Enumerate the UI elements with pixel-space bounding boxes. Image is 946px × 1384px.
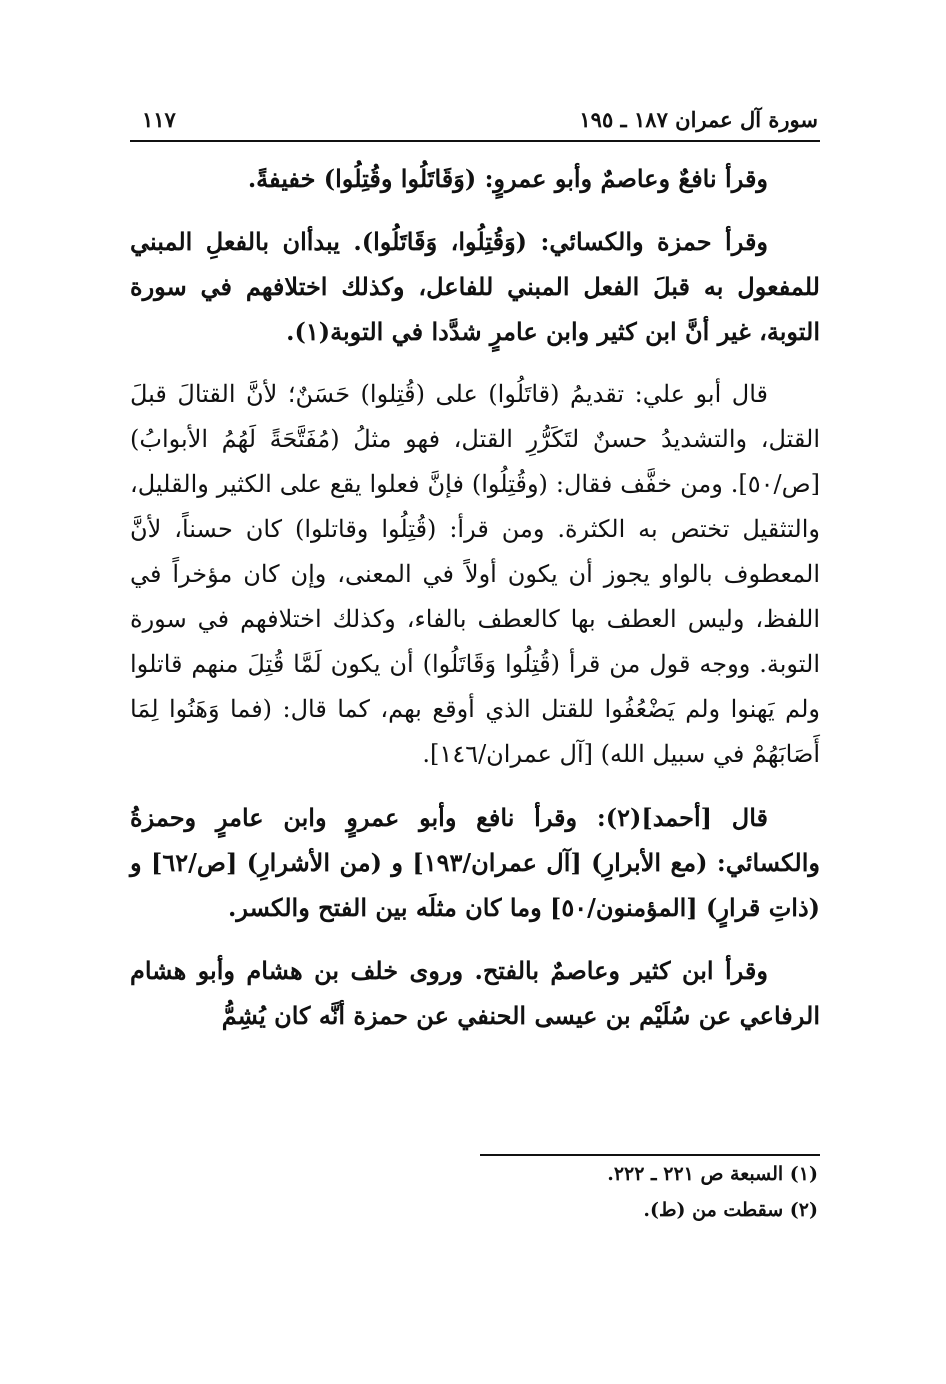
paragraph: وقرأ حمزة والكسائي: (وَقُتِلُوا، وَقَاتَلُوا). يبدأان بالفعلِ المبني للمفعول به قبلَ الفعل المبني للفاعل، وكذلك اختلافهم في سورة التوبة، غير أنَّ ابن كثير وابن عامرٍ شدَّدا في التوبة(١). — [130, 227, 820, 346]
paragraph: وقرأ نافعٌ وعاصمٌ وأبو عمروٍ: (وَقَاتَلُوا وقُتِلُوا) خفيفةً. — [247, 164, 768, 193]
footnote: (١) السبعة ص ٢٢١ ـ ٢٢٢. — [607, 1163, 818, 1185]
running-header — [130, 100, 820, 142]
footnote: (٢) سقطت من (ط). — [643, 1199, 818, 1221]
book-page — [130, 100, 820, 1221]
footnotes — [130, 1154, 820, 1228]
body-text — [130, 156, 820, 1038]
paragraph: وقرأ ابن كثير وعاصمٌ بالفتح. وروى خلف بن هشام وأبو هشام الرفاعي عن سُلَيْم بن عيسى الحنفي عن حمزة أنَّه كان يُشِمُّ — [130, 956, 820, 1030]
paragraph: قال أبو علي: تقديمُ (قاتَلُوا) على (قُتِلوا) حَسَنٌ؛ لأنَّ القتالَ قبلَ القتل، والتشديدُ حسنٌ لتَكَرُّرِ القتل، فهو مثلُ (مُفَتَّحَةً لَهُمُ الأبوابُ) [ص/٥٠]. ومن خفَّف فقال: (وقُتِلُوا) فإنَّ فعلوا يقع على الكثير والقليل، والتثقيل تختص به الكثرة. ومن قرأ: (قُتِلُوا وقاتلوا) كان حسناً، لأنَّ المعطوف بالواو يجوز أن يكون أولاً في المعنى، وإن كان مؤخراً في اللفظ، وليس العطف بها كالعطف بالفاء، وكذلك اختلافهم في سورة التوبة. ووجه قول من قرأ (قُتِلُوا وَقَاتَلُوا) أن يكون لَمَّا قُتِلَ منهم قاتلوا ولم يَهنوا ولم يَضْعُفُوا للقتل الذي أوقع بهم، كما قال: (فما وَهَنُوا لِمَا أَصَابَهُمْ في سبيل الله) [آل عمران/١٤٦]. — [130, 380, 820, 768]
page-number: ١١٧ — [142, 107, 176, 132]
chapter-title: سورة آل عمران ١٨٧ ـ ١٩٥ — [579, 107, 818, 132]
paragraph: قال [أحمد](٢): وقرأ نافع وأبو عمروٍ وابن عامرٍ وحمزةُ والكسائي: (مع الأبرارِ) [آل عمران/١٩٣] و (من الأشرارِ) [ص/٦٢] و (ذاتِ قرارٍ) [المؤمنون/٥٠] وما كان مثلَه بين الفتح والكسر. — [130, 803, 820, 922]
